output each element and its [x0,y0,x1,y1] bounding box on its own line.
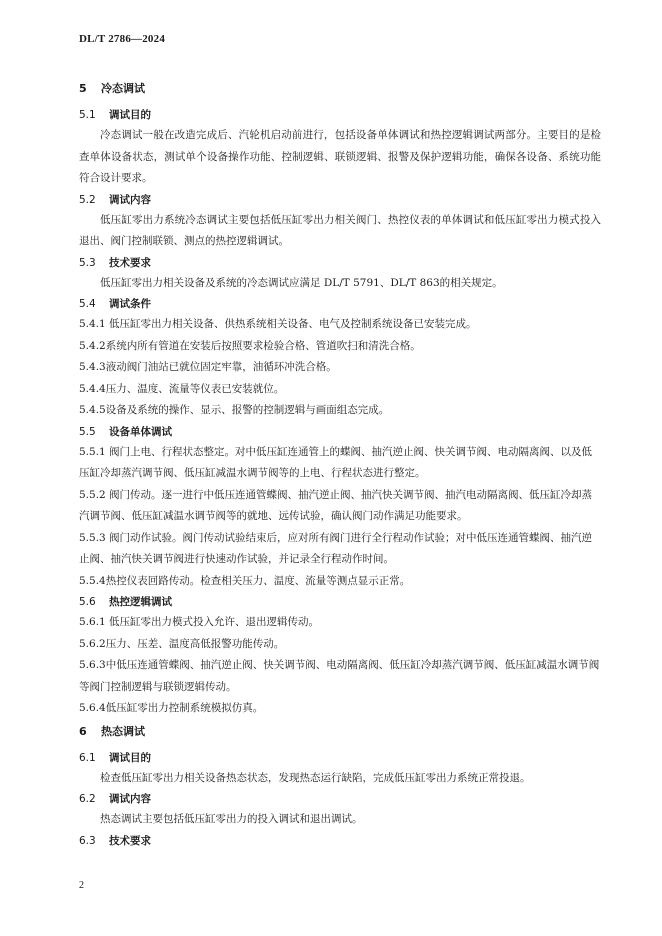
section-6-3-heading [79,831,601,851]
section-title: 调试内容 [109,793,151,805]
section-number: 5.1 [79,109,96,121]
list-item: 5.6.2压力、压差、温度高低报警功能传动。 [79,637,285,650]
list-item: 5.5.4热控仪表回路传动。检查相关压力、温度、流量等测点显示正常。 [79,574,411,587]
section-title: 技术要求 [109,834,151,847]
list-item: 5.6.1 低压缸零出力模式投入允许、退出逻辑传动。 [79,616,320,628]
page-number: 2 [79,880,84,891]
section-number: 5.2 [79,193,96,206]
list-item: 5.5.2 阀门传动。逐一进行中低压连通管蝶阀、抽汽逆止阀、抽汽快关调节阀、抽汽电动隔离阀、低压缸冷却蒸汽调节阀、低压缸减温水调节阀等的就地、远传试验，确认阀门动作满足功能要求。 [79,488,593,522]
section-6-2-heading [79,789,601,809]
section-title: 技术要求 [109,256,151,269]
list-item: 5.4.3液动阀门油站已就位固定牢靠，油循环冲洗合格。 [79,361,337,373]
section-title: 调试目的 [109,109,151,121]
section-number: 5 [79,82,87,95]
list-item: 5.4.5设备及系统的操作、显示、报警的控制逻辑与画面组态完成。 [79,404,390,416]
section-5-3-heading [79,253,601,273]
list-item: 5.4.2系统内所有管道在安装后按照要求检验合格、管道吹扫和清洗合格。 [79,339,421,352]
list-item: 5.6.3中低压连通管蝶阀、抽汽逆止阀、快关调节阀、电动隔离阀、低压缸冷却蒸汽调节阀、低压缸减温水调节阀等阀门控制逻辑与联锁逻辑传动。 [79,659,600,693]
section-title: 调试内容 [109,193,151,206]
section-title: 热态调试 [101,724,145,738]
section-5-6-heading [79,592,601,612]
section-5-heading [79,79,601,99]
section-number: 5.4 [79,298,96,310]
section-number: 5.3 [79,256,96,269]
section-number: 6.3 [79,834,96,847]
list-item: 5.6.4低压缸零出力控制系统模拟仿真。 [79,702,264,714]
section-5-1-text: 冷态调试一般在改造完成后、汽轮机启动前进行，包括设备单体调试和热控逻辑调试两部分。主要目的是检查单体设备状态，测试单个设备操作功能、控制逻辑、联锁逻辑、报警及保护逻辑功能，确保各设备、系统功能符合设计要求。 [79,129,601,184]
section-5-3-text: 低压缸零出力相关设备及系统的冷态调试应满足 DL/T 5791、DL/T 863的相关规定。 [100,276,503,289]
section-6-2-text: 热态调试主要包括低压缸零出力的投入调试和退出调试。 [100,813,363,825]
section-number: 5.5 [79,425,96,438]
section-5-1-heading [79,105,601,125]
section-title: 调试目的 [109,751,151,764]
section-title: 冷态调试 [101,82,145,95]
section-5-2-heading [79,190,601,210]
section-number: 6.1 [79,751,96,764]
section-number: 5.6 [79,596,96,608]
document-body [79,79,601,851]
list-item: 5.4.1 低压缸零出力相关设备、供热系统相关设备、电气及控制系统设备已安装完成。 [79,318,477,330]
list-item: 5.5.1 阀门上电、行程状态整定。对中低压缸连通管上的蝶阀、抽汽逆止阀、快关调节阀、电动隔离阀、以及低压缸冷却蒸汽调节阀、低压缸减温水调节阀等的上电、行程状态进行整定。 [79,445,593,479]
section-6-1-text: 检查低压缸零出力相关设备热态状态，发现热态运行缺陷，完成低压缸零出力系统正常投退。 [100,771,531,784]
section-title: 热控逻辑调试 [109,596,172,608]
section-title: 调试条件 [109,298,151,310]
section-6-heading [79,722,601,742]
section-5-2-text: 低压缸零出力系统冷态调试主要包括低压缸零出力相关阀门、热控仪表的单体调试和低压缸零出力模式投入退出、阀门控制联锁、测点的热控逻辑调试。 [79,213,601,247]
section-title: 设备单体调试 [109,425,172,438]
section-6-1-heading [79,748,601,768]
section-number: 6.2 [79,793,96,805]
list-item: 5.4.4压力、温度、流量等仪表已安装就位。 [79,382,285,395]
section-5-5-heading [79,422,601,442]
section-5-4-heading [79,294,601,314]
section-number: 6 [79,724,87,738]
document-header: DL/T 2786—2024 [79,33,166,45]
list-item: 5.5.3 阀门动作试验。阀门传动试验结束后，应对所有阀门进行全行程动作试验；对中低压连通管蝶阀、抽汽逆止阀、抽汽快关调节阀进行快速动作试验，并记录全行程动作时间。 [79,531,593,565]
